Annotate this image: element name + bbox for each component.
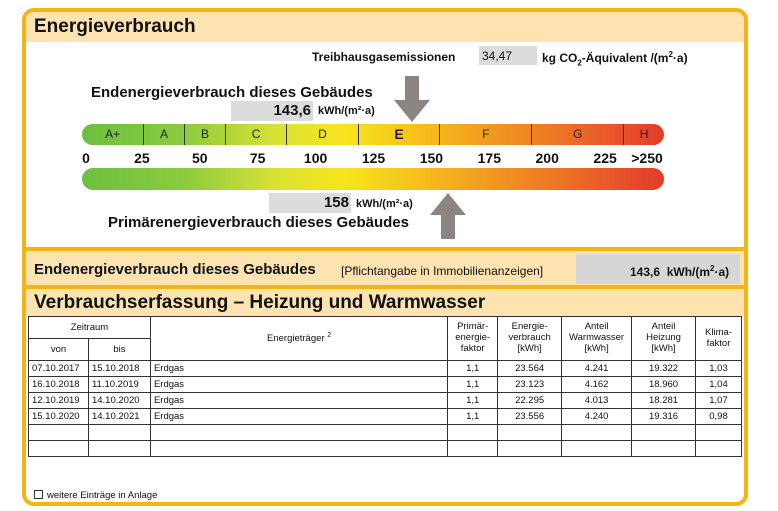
energy-class-cell: E xyxy=(358,124,440,145)
table-cell xyxy=(498,425,562,441)
table-row xyxy=(29,361,742,377)
emissions-label: Treibhausgasemissionen xyxy=(312,50,456,64)
table-cell xyxy=(88,441,150,457)
more-entries[interactable] xyxy=(34,490,157,501)
table-cell xyxy=(150,441,447,457)
table-cell: 4.241 xyxy=(562,361,632,377)
scale-tick-label: 50 xyxy=(192,150,208,166)
more-entries-checkbox[interactable] xyxy=(34,490,43,499)
table-row xyxy=(29,377,742,393)
scale-tick-label: 0 xyxy=(82,150,90,166)
header-anteil-heizung: Anteil Heizung [kWh] xyxy=(632,317,696,361)
table-cell: Erdgas xyxy=(150,361,447,377)
table-cell: 23.564 xyxy=(498,361,562,377)
header-energietraeger: Energieträger $^2$ xyxy=(150,317,447,361)
header-zeitraum: Zeitraum xyxy=(29,317,151,339)
table-cell: 14.10.2021 xyxy=(88,409,150,425)
table-cell xyxy=(29,425,89,441)
table-cell: 15.10.2018 xyxy=(88,361,150,377)
table-cell: 0,98 xyxy=(695,409,741,425)
table-cell xyxy=(632,425,696,441)
scale-tick-label: 150 xyxy=(419,150,444,166)
table-cell: 16.10.2018 xyxy=(29,377,89,393)
energy-certificate-frame xyxy=(22,8,748,506)
table-cell xyxy=(695,441,741,457)
table-cell xyxy=(150,425,447,441)
energy-class-cell: G xyxy=(531,124,623,145)
table-row xyxy=(29,409,742,425)
header-bis: bis xyxy=(88,339,150,361)
primary-energy-label: Primärenergieverbrauch dieses Gebäudes xyxy=(108,214,409,231)
table-header-row xyxy=(29,317,742,339)
table-cell xyxy=(88,425,150,441)
table-cell: 4.240 xyxy=(562,409,632,425)
energy-class-cell: C xyxy=(225,124,286,145)
table-cell: 1,1 xyxy=(448,409,498,425)
end-energy-arrow-icon xyxy=(394,76,430,122)
table-cell xyxy=(498,441,562,457)
table-cell: 4.162 xyxy=(562,377,632,393)
consumption-table xyxy=(28,316,742,457)
table-row xyxy=(29,441,742,457)
table-cell: 22.295 xyxy=(498,393,562,409)
table-cell: 1,07 xyxy=(695,393,741,409)
end-energy-value: 143,6 xyxy=(273,102,311,119)
table-row xyxy=(29,425,742,441)
header-klimafaktor: Klima- faktor xyxy=(695,317,741,361)
primary-energy-unit: kWh/(m²·a) xyxy=(356,198,413,210)
table-cell: 18.960 xyxy=(632,377,696,393)
scale-tick-label: 100 xyxy=(303,150,328,166)
consumption-table-body xyxy=(29,361,742,457)
scale-tick-label: 175 xyxy=(477,150,501,166)
section-title-energieverbrauch: Energieverbrauch xyxy=(26,12,744,42)
scale-tick-label: 75 xyxy=(249,150,266,166)
table-cell: 15.10.2020 xyxy=(29,409,89,425)
table-cell: Erdgas xyxy=(150,393,447,409)
scale-tick-label: >250 xyxy=(631,150,663,166)
table-cell xyxy=(29,441,89,457)
table-cell xyxy=(562,441,632,457)
section-title-verbrauchserfassung: Verbrauchserfassung – Heizung und Warmwasser xyxy=(26,289,744,316)
header-anteil-warmwasser: Anteil Warmwasser [kWh] xyxy=(562,317,632,361)
table-cell: 4.013 xyxy=(562,393,632,409)
primary-energy-arrow-icon xyxy=(430,193,466,239)
scale-tick-label: 225 xyxy=(593,150,617,166)
summary-value: 143,6 kWh/$(m^2\cdot a)$ xyxy=(630,264,730,279)
table-cell: Erdgas xyxy=(150,409,447,425)
summary-note: [Pflichtangabe in Immobilienanzeigen] xyxy=(341,264,544,278)
table-cell xyxy=(562,425,632,441)
table-cell: 1,1 xyxy=(448,393,498,409)
table-cell xyxy=(695,425,741,441)
scale-tick-label: 25 xyxy=(134,150,150,166)
energy-class-cell: A xyxy=(143,124,184,145)
summary-label: Endenergieverbrauch dieses Gebäudes xyxy=(34,261,316,278)
header-primaerenergiefaktor: Primär- energie- faktor xyxy=(448,317,498,361)
more-entries-label: weitere Einträge in Anlage xyxy=(47,490,158,501)
energy-class-cell: B xyxy=(184,124,225,145)
table-cell: 23.556 xyxy=(498,409,562,425)
header-energieverbrauch: Energie- verbrauch [kWh] xyxy=(498,317,562,361)
table-cell: 1,1 xyxy=(448,361,498,377)
table-cell: 14.10.2020 xyxy=(88,393,150,409)
energy-class-cell: D xyxy=(286,124,357,145)
table-cell: 18.281 xyxy=(632,393,696,409)
table-cell xyxy=(448,425,498,441)
table-cell: 07.10.2017 xyxy=(29,361,89,377)
table-cell: 11.10.2019 xyxy=(88,377,150,393)
table-cell: 23.123 xyxy=(498,377,562,393)
scale-tick-label: 200 xyxy=(535,150,559,166)
table-cell: 19.322 xyxy=(632,361,696,377)
end-energy-label: Endenergieverbrauch dieses Gebäudes xyxy=(91,84,373,101)
table-cell: 19.316 xyxy=(632,409,696,425)
emissions-value: 34,47 xyxy=(482,49,513,63)
emissions-unit: kg $CO_2$-Äquivalent $/(m^2\cdot a)$ xyxy=(542,50,688,68)
table-cell: Erdgas xyxy=(150,377,447,393)
header-von: von xyxy=(29,339,89,361)
table-cell: 1,04 xyxy=(695,377,741,393)
table-cell: 1,1 xyxy=(448,377,498,393)
table-cell: 1,03 xyxy=(695,361,741,377)
energy-class-cell: H xyxy=(623,124,664,145)
scale-tick-label: 125 xyxy=(361,150,386,166)
table-cell xyxy=(448,441,498,457)
primary-energy-value: 158 xyxy=(323,194,349,211)
energy-class-cell: A+ xyxy=(105,127,121,141)
end-energy-unit: kWh/(m²·a) xyxy=(318,105,375,117)
energy-class-cell: F xyxy=(439,124,531,145)
table-row xyxy=(29,393,742,409)
table-cell: 12.10.2019 xyxy=(29,393,89,409)
table-cell xyxy=(632,441,696,457)
energy-gradient-bar xyxy=(82,168,664,190)
